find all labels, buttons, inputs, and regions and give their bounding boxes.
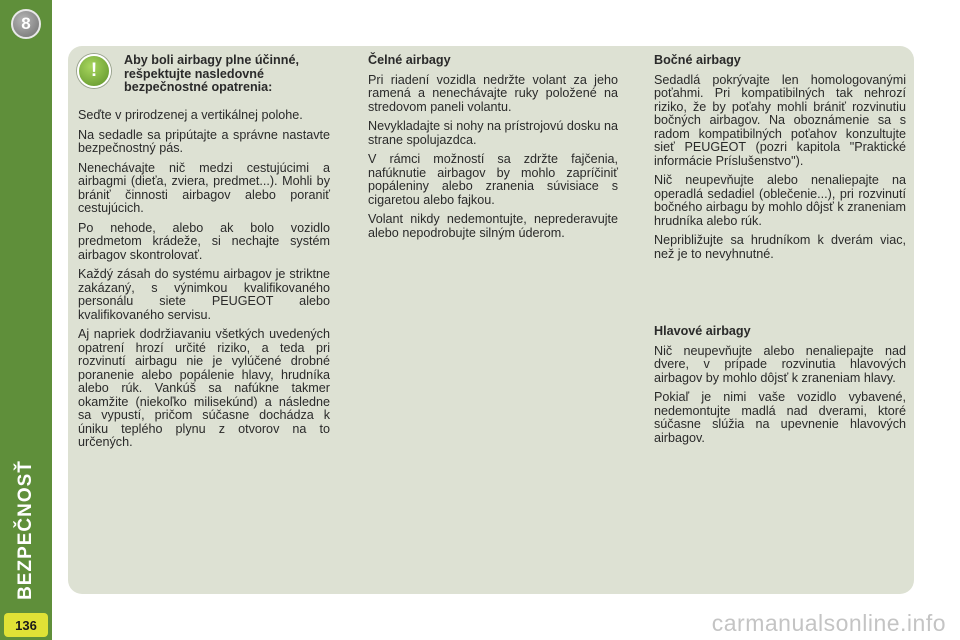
- front-airbags-paragraph: Pri riadení vozidla nedržte volant za jeho ramená a nenechávajte ruky položené na stredovom paneli volantu.: [368, 72, 618, 114]
- front-airbags-paragraph: V rámci možností sa zdržte fajčenia, nafúknutie airbagov by mohlo zapríčiniť popáleniny alebo zranenia súvisiace s cigaretou alebo fajkou.: [368, 152, 618, 207]
- side-airbags-paragraph: Nepribližujte sa hrudníkom k dverám viac, než je to nevyhnutné.: [654, 233, 906, 261]
- chapter-number-badge: 8: [11, 9, 41, 39]
- side-airbags-heading: Bočné airbagy: [654, 53, 741, 67]
- warning-paragraph: Po nehode, alebo ak bolo vozidlo predmetom krádeže, si nechajte systém airbagov skontrolovať.: [78, 220, 330, 262]
- warning-paragraph: Nenechávajte nič medzi cestujúcimi a airbagmi (dieťa, zviera, predmet...). Mohli by brániť činnosti airbagov alebo poraniť cestujúcich.: [78, 160, 330, 215]
- watermark: carmanualsonline.info: [711, 610, 946, 636]
- front-airbags-paragraph: Nevykladajte si nohy na prístrojovú dosku na strane spolujazdca.: [368, 119, 618, 147]
- chapter-sidebar: [0, 0, 52, 640]
- page-number: 136: [4, 613, 48, 637]
- side-airbags-paragraph: Nič neupevňujte alebo nenaliepajte na operadlá sedadiel (oblečenie...), pri rozvinutí bočného airbagu by mohlo dôjsť k zraneniam hrudníka alebo rúk.: [654, 173, 906, 228]
- warning-column: [78, 109, 330, 456]
- curtain-airbags-paragraph: Nič neupevňujte alebo nenaliepajte nad dvere, v prípade rozvinutia hlavových airbagov by mohlo dôjsť k zraneniam hlavy.: [654, 343, 906, 385]
- front-airbags-column: [368, 54, 618, 246]
- warning-paragraph: Seďte v prirodzenej a vertikálnej polohe.: [78, 108, 303, 122]
- warning-heading: Aby boli airbagy plne účinné, rešpektujte nasledovné bezpečnostné opatrenia:: [124, 53, 299, 94]
- curtain-airbags-heading: Hlavové airbagy: [654, 324, 751, 338]
- front-airbags-heading: Čelné airbagy: [368, 53, 451, 67]
- exclamation-icon: !: [77, 54, 111, 88]
- side-airbags-paragraph: Sedadlá pokrývajte len homologovanými poťahmi. Pri kompatibilných tak nehrozí riziko, že by poťahy mohli brániť rozvinutiu bočných airbagov. Na oboznámenie sa s radom kompatibilných poťahov konzultujte sieť PEUGEOT (pozri kapitola "Praktické informácie Príslušenstvo").: [654, 72, 906, 168]
- warning-paragraph: Každý zásah do systému airbagov je striktne zakázaný, s výnimkou kvalifikovaného personálu siete PEUGEOT alebo kvalifikovaného servisu.: [78, 267, 330, 322]
- curtain-airbags-column: [654, 325, 906, 451]
- section-title: BEZPEČNOSŤ: [15, 460, 36, 600]
- warning-paragraph: Aj napriek dodržiavaniu všetkých uvedených opatrení hrozí určité riziko, a teda pri rozvinutí airbagu nie je vylúčené drobné poranenie alebo popálenie hlavy, hrudníka alebo rúk. Vankúš sa nafúkne takmer okamžite (niekoľko milisekúnd) a následne sa vypustí, pričom súčasne dochádza k úniku teplého plynu z otvorov na to určených.: [78, 327, 330, 449]
- curtain-airbags-paragraph: Pokiaľ je nimi vaše vozidlo vybavené, nedemontujte madlá nad dverami, ktoré súčasne slúžia na upevnenie hlavových airbagov.: [654, 390, 906, 445]
- warning-paragraph: Na sedadle sa pripútajte a správne nastavte bezpečnostný pás.: [78, 127, 330, 155]
- side-airbags-column: [654, 54, 906, 267]
- front-airbags-paragraph: Volant nikdy nedemontujte, neprederavujte alebo nepodrobujte silným úderom.: [368, 212, 618, 240]
